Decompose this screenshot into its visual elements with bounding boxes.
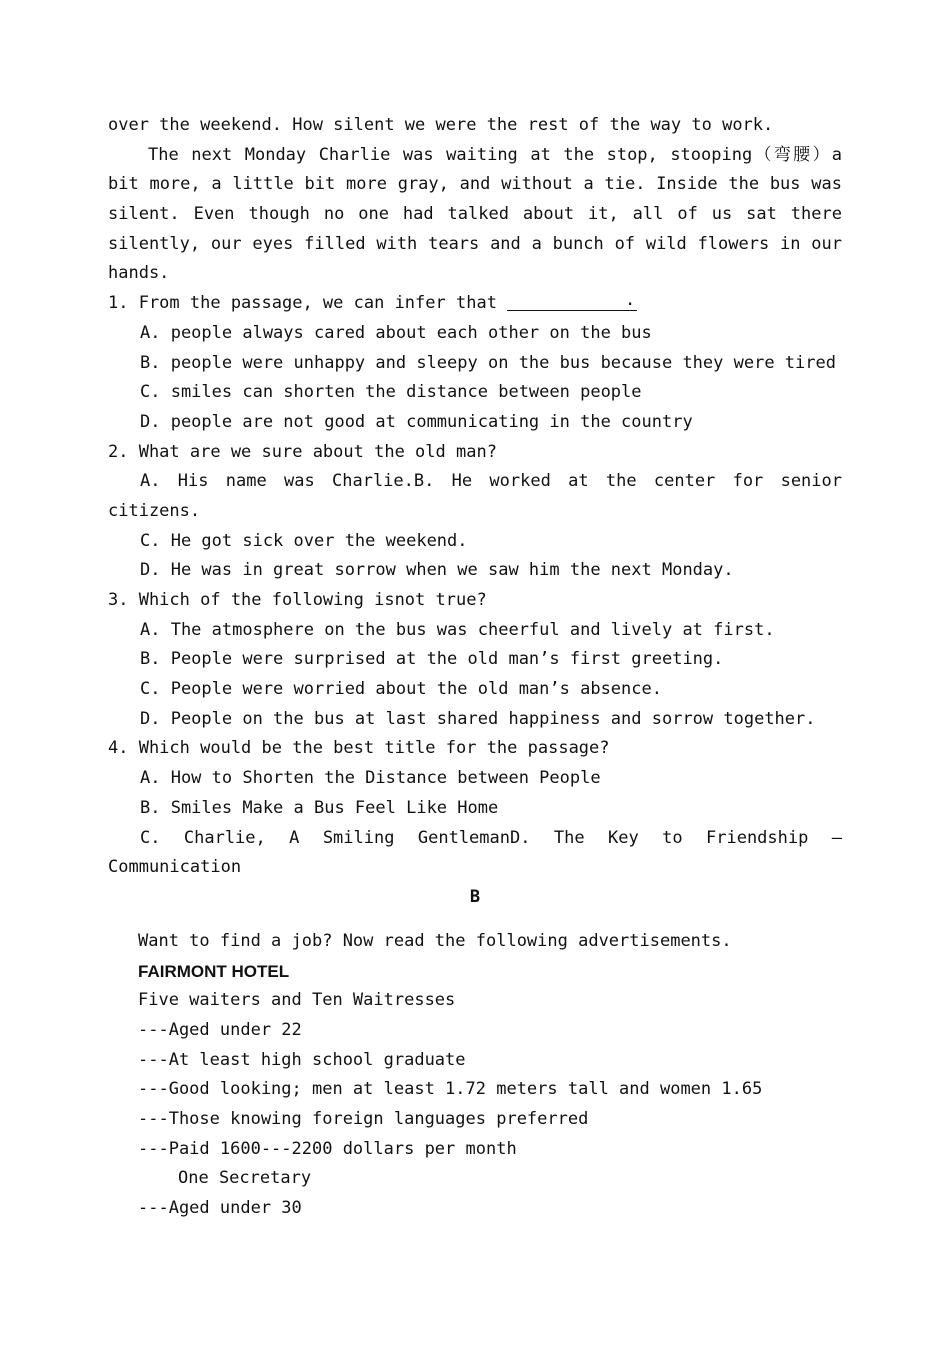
- question-4-option-cd: C. Charlie, A Smiling GentlemanD. The Key to Friendship —: [140, 827, 842, 848]
- question-4-option-cd-cont: Communication: [108, 857, 242, 878]
- ad-line: ---Paid 1600---2200 dollars per month: [138, 1138, 517, 1159]
- ad-line: ---Aged under 30: [138, 1198, 302, 1219]
- passage-line: The next Monday Charlie was waiting at the stop, stooping（弯腰）a: [148, 144, 842, 165]
- question-3-option-d: D. People on the bus at last shared happiness and sorrow together.: [140, 708, 816, 729]
- question-1-option-d: D. people are not good at communicating in the country: [140, 411, 693, 432]
- ad-secretary-title: One Secretary: [178, 1168, 312, 1189]
- answer-blank: [507, 292, 637, 311]
- section-b-heading: B: [469, 886, 481, 907]
- question-2-option-ab-cont: citizens.: [108, 500, 201, 521]
- ad-line: ---Good looking; men at least 1.72 meters tall and women 1.65: [138, 1079, 763, 1100]
- section-b-intro: Want to find a job? Now read the following advertisements.: [138, 930, 732, 951]
- question-1-option-c: C. smiles can shorten the distance between people: [140, 382, 642, 403]
- blank-period: .: [624, 290, 636, 311]
- ad-line: Five waiters and Ten Waitresses: [138, 990, 456, 1011]
- question-2-option-c: C. He got sick over the weekend.: [140, 530, 468, 551]
- question-4-option-b: B. Smiles Make a Bus Feel Like Home: [140, 797, 499, 818]
- question-1-stem: [108, 289, 842, 319]
- question-1-option-a: A. people always cared about each other on the bus: [140, 322, 652, 343]
- ad-line: ---At least high school graduate: [138, 1049, 466, 1070]
- passage-line: silent. Even though no one had talked about it, all of us sat there: [108, 204, 842, 225]
- question-2-stem: 2. What are we sure about the old man?: [108, 441, 497, 462]
- ad-line: ---Those knowing foreign languages preferred: [138, 1109, 589, 1129]
- passage-line: bit more, a little bit more gray, and without a tie. Inside the bus was: [108, 174, 842, 195]
- question-stem-text: 1. From the passage, we can infer that: [108, 293, 497, 314]
- passage-line: silently, our eyes filled with tears and a bunch of wild flowers in our: [108, 233, 842, 254]
- passage-line: hands.: [108, 263, 170, 284]
- ad-title: FAIRMONT HOTEL: [138, 961, 290, 981]
- question-3-option-a: A. The atmosphere on the bus was cheerful and lively at first.: [140, 619, 775, 640]
- question-4-stem: 4. Which would be the best title for the passage?: [108, 738, 610, 759]
- question-3-option-c: C. People were worried about the old man’s absence.: [140, 679, 662, 700]
- question-3-stem: 3. Which of the following isnot true?: [108, 590, 487, 610]
- ad-line: ---Aged under 22: [138, 1019, 302, 1040]
- question-4-option-a: A. How to Shorten the Distance between People: [140, 768, 601, 789]
- passage-line: over the weekend. How silent we were the rest of the way to work.: [108, 115, 774, 135]
- question-2-option-ab: A. His name was Charlie.B. He worked at the center for senior: [140, 471, 842, 492]
- document-page: [108, 111, 842, 1224]
- question-2-option-d: D. He was in great sorrow when we saw him the next Monday.: [140, 560, 734, 581]
- question-3-option-b: B. People were surprised at the old man’s first greeting.: [140, 649, 724, 670]
- question-1-option-b: B. people were unhappy and sleepy on the bus because they were tired: [140, 352, 836, 373]
